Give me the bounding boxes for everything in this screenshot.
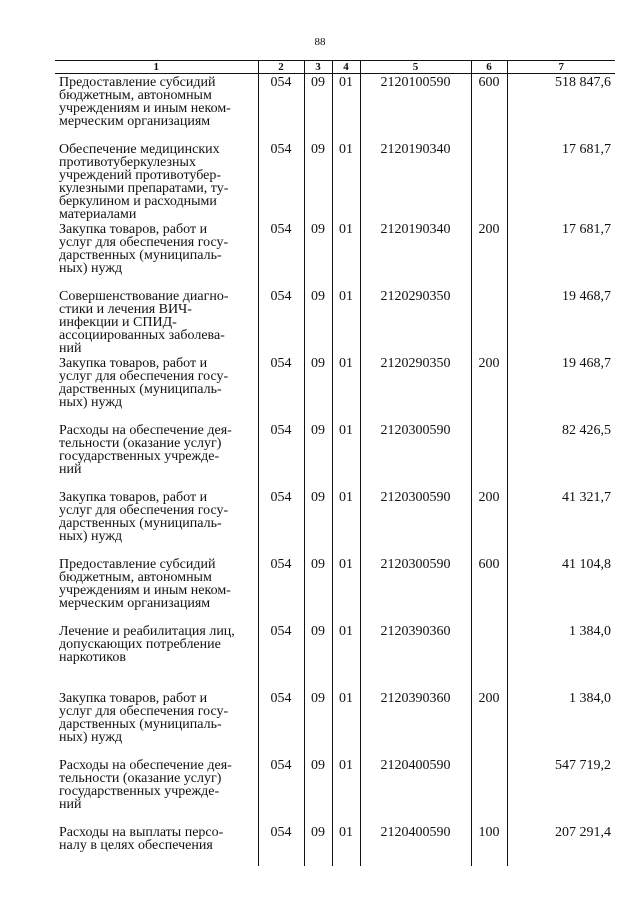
ministry-code: 054 <box>258 221 304 288</box>
expense-type-code <box>471 141 507 221</box>
table-row <box>55 422 615 489</box>
subsection-code: 01 <box>332 757 360 824</box>
row-description <box>55 288 258 355</box>
subsection-code: 01 <box>332 422 360 489</box>
description-line: услуг для обеспечения госу- <box>59 503 229 518</box>
row-description <box>55 824 258 866</box>
description-line: Закупка товаров, работ и <box>59 691 208 706</box>
subsection-code: 01 <box>332 824 360 866</box>
target-article-code: 2120190340 <box>360 221 471 288</box>
description-line: ассоциированных заболева- <box>59 328 225 343</box>
table-row <box>55 690 615 757</box>
row-description <box>55 355 258 422</box>
target-article-code: 2120300590 <box>360 556 471 623</box>
description-line: допускающих потребление <box>59 637 221 652</box>
expense-type-code <box>471 422 507 489</box>
ministry-code: 054 <box>258 489 304 556</box>
description-line: тельности (оказание услуг) <box>59 436 222 451</box>
amount: 19 468,7 <box>507 288 615 355</box>
table-row <box>55 489 615 556</box>
subsection-code: 01 <box>332 141 360 221</box>
amount: 41 104,8 <box>507 556 615 623</box>
expense-type-code: 200 <box>471 489 507 556</box>
ministry-code: 054 <box>258 556 304 623</box>
description-line: Обеспечение медицинских <box>59 142 220 157</box>
column-header-4: 4 <box>332 61 360 74</box>
ministry-code: 054 <box>258 690 304 757</box>
description-line: ний <box>59 797 82 812</box>
ministry-code: 054 <box>258 623 304 690</box>
description-line: дарственных (муниципаль- <box>59 248 222 263</box>
row-description <box>55 141 258 221</box>
description-line: дарственных (муниципаль- <box>59 382 222 397</box>
section-code: 09 <box>304 757 332 824</box>
expense-type-code: 600 <box>471 74 507 142</box>
description-line: стики и лечения ВИЧ- <box>59 302 192 317</box>
table-row <box>55 355 615 422</box>
subsection-code: 01 <box>332 556 360 623</box>
row-description <box>55 422 258 489</box>
amount: 17 681,7 <box>507 141 615 221</box>
description-line: кулезными препаратами, ту- <box>59 181 229 196</box>
column-header-3: 3 <box>304 61 332 74</box>
ministry-code: 054 <box>258 422 304 489</box>
description-line: материалами <box>59 207 137 222</box>
amount: 17 681,7 <box>507 221 615 288</box>
row-description <box>55 690 258 757</box>
description-line: бюджетным, автономным <box>59 88 212 103</box>
row-description <box>55 489 258 556</box>
description-line: дарственных (муниципаль- <box>59 516 222 531</box>
column-header-2: 2 <box>258 61 304 74</box>
description-line: бюджетным, автономным <box>59 570 212 585</box>
target-article-code: 2120290350 <box>360 355 471 422</box>
expense-type-code: 100 <box>471 824 507 866</box>
description-line: Закупка товаров, работ и <box>59 490 208 505</box>
description-line: Расходы на обеспечение дея- <box>59 758 232 773</box>
amount: 1 384,0 <box>507 623 615 690</box>
description-line: Закупка товаров, работ и <box>59 356 208 371</box>
section-code: 09 <box>304 556 332 623</box>
table-row <box>55 221 615 288</box>
column-header-5: 5 <box>360 61 471 74</box>
table-row <box>55 288 615 355</box>
ministry-code: 054 <box>258 757 304 824</box>
ministry-code: 054 <box>258 824 304 866</box>
description-line: ний <box>59 462 82 477</box>
description-line: тельности (оказание услуг) <box>59 771 222 786</box>
description-line: учреждениям и иным неком- <box>59 583 231 598</box>
table-header-row <box>55 61 615 74</box>
section-code: 09 <box>304 288 332 355</box>
column-header-7: 7 <box>507 61 615 74</box>
description-line: Расходы на выплаты персо- <box>59 825 224 840</box>
subsection-code: 01 <box>332 355 360 422</box>
description-line: Закупка товаров, работ и <box>59 222 208 237</box>
subsection-code: 01 <box>332 74 360 142</box>
expense-type-code: 600 <box>471 556 507 623</box>
expense-type-code: 200 <box>471 355 507 422</box>
target-article-code: 2120300590 <box>360 422 471 489</box>
expense-type-code: 200 <box>471 690 507 757</box>
description-line: ных) нужд <box>59 730 123 745</box>
section-code: 09 <box>304 489 332 556</box>
subsection-code: 01 <box>332 690 360 757</box>
description-line: услуг для обеспечения госу- <box>59 704 229 719</box>
description-line: учреждениям и иным неком- <box>59 101 231 116</box>
target-article-code: 2120290350 <box>360 288 471 355</box>
subsection-code: 01 <box>332 489 360 556</box>
description-line: ний <box>59 341 82 356</box>
section-code: 09 <box>304 824 332 866</box>
column-header-1: 1 <box>55 61 258 74</box>
target-article-code: 2120390360 <box>360 690 471 757</box>
expense-type-code <box>471 288 507 355</box>
row-description <box>55 74 258 142</box>
row-description <box>55 556 258 623</box>
row-description <box>55 757 258 824</box>
expense-type-code: 200 <box>471 221 507 288</box>
table-body <box>55 74 615 867</box>
section-code: 09 <box>304 74 332 142</box>
amount: 82 426,5 <box>507 422 615 489</box>
target-article-code: 2120400590 <box>360 824 471 866</box>
amount: 1 384,0 <box>507 690 615 757</box>
amount: 547 719,2 <box>507 757 615 824</box>
section-code: 09 <box>304 355 332 422</box>
row-description <box>55 623 258 690</box>
ministry-code: 054 <box>258 355 304 422</box>
description-line: государственных учрежде- <box>59 784 220 799</box>
amount: 41 321,7 <box>507 489 615 556</box>
budget-table <box>55 60 615 866</box>
description-line: ных) нужд <box>59 529 123 544</box>
subsection-code: 01 <box>332 288 360 355</box>
target-article-code: 2120300590 <box>360 489 471 556</box>
target-article-code: 2120100590 <box>360 74 471 142</box>
subsection-code: 01 <box>332 623 360 690</box>
description-line: Расходы на обеспечение дея- <box>59 423 232 438</box>
target-article-code: 2120190340 <box>360 141 471 221</box>
amount: 207 291,4 <box>507 824 615 866</box>
subsection-code: 01 <box>332 221 360 288</box>
description-line: услуг для обеспечения госу- <box>59 235 229 250</box>
page-number: 88 <box>314 36 326 48</box>
description-line: дарственных (муниципаль- <box>59 717 222 732</box>
description-line: Лечение и реабилитация лиц, <box>59 624 235 639</box>
description-line: Совершенствование диагно- <box>59 289 229 304</box>
description-line: ных) нужд <box>59 395 123 410</box>
column-header-6: 6 <box>471 61 507 74</box>
table-row <box>55 141 615 221</box>
target-article-code: 2120390360 <box>360 623 471 690</box>
description-line: инфекции и СПИД- <box>59 315 177 330</box>
description-line: налу в целях обеспечения <box>59 838 213 853</box>
row-description <box>55 221 258 288</box>
ministry-code: 054 <box>258 141 304 221</box>
section-code: 09 <box>304 221 332 288</box>
section-code: 09 <box>304 690 332 757</box>
section-code: 09 <box>304 623 332 690</box>
table-row <box>55 824 615 866</box>
expense-type-code <box>471 757 507 824</box>
description-line: государственных учрежде- <box>59 449 220 464</box>
description-line: противотуберкулезных <box>59 155 196 170</box>
description-line: Предоставление субсидий <box>59 75 216 90</box>
description-line: ных) нужд <box>59 261 123 276</box>
description-line: мерческим организациям <box>59 114 211 129</box>
target-article-code: 2120400590 <box>360 757 471 824</box>
table-row <box>55 623 615 690</box>
section-code: 09 <box>304 422 332 489</box>
description-line: услуг для обеспечения госу- <box>59 369 229 384</box>
description-line: наркотиков <box>59 650 126 665</box>
section-code: 09 <box>304 141 332 221</box>
description-line: беркулином и расходными <box>59 194 217 209</box>
description-line: Предоставление субсидий <box>59 557 216 572</box>
table-row <box>55 556 615 623</box>
amount: 518 847,6 <box>507 74 615 142</box>
description-line: мерческим организациям <box>59 596 211 611</box>
ministry-code: 054 <box>258 288 304 355</box>
table-row <box>55 757 615 824</box>
amount: 19 468,7 <box>507 355 615 422</box>
expense-type-code <box>471 623 507 690</box>
ministry-code: 054 <box>258 74 304 142</box>
table-row <box>55 74 615 142</box>
description-line: учреждений противотубер- <box>59 168 222 183</box>
